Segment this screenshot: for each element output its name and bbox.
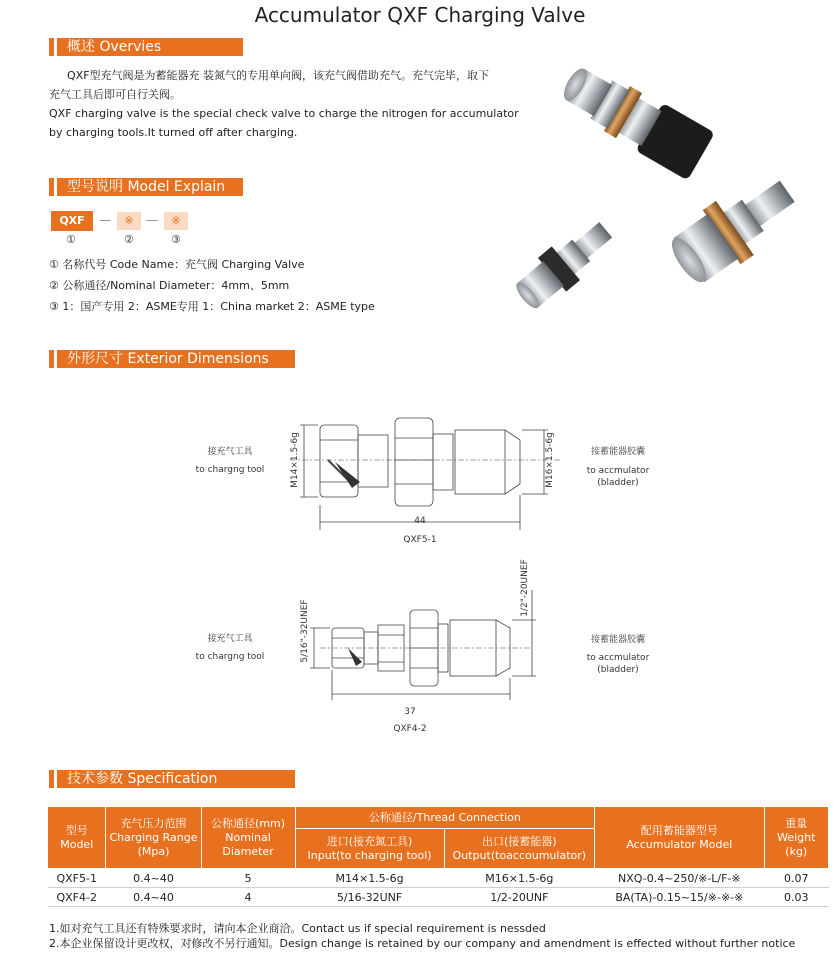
cell-accumulator: BA(TA)-0.15~15/※-※-※: [595, 888, 764, 907]
page-title: Accumulator QXF Charging Valve: [254, 3, 586, 27]
d1-length: 44: [414, 516, 426, 526]
d2-right-en2: (bladder): [597, 665, 639, 675]
dimensions-heading-label: 外形尺寸 Exterior Dimensions: [57, 350, 295, 368]
th-range: 充气压力范围 Charging Range (Mpa): [106, 807, 201, 869]
model-line-2: ② 公称通径/Nominal Diameter：4mm、5mm: [49, 279, 290, 292]
d2-model: QXF4-2: [393, 724, 427, 734]
th-output: 出口(接蓄能器) Output(toaccoumulator): [444, 829, 595, 869]
th-accumulator: 配用蓄能器型号 Accumulator Model: [595, 807, 764, 869]
cell-input: M14×1.5-6g: [295, 869, 444, 888]
spec-table: [47, 806, 829, 907]
model-dash-1: —: [99, 213, 111, 227]
cell-model: QXF4-2: [48, 888, 106, 907]
d2-right-cn: 接蓄能器胶囊: [590, 635, 645, 645]
th-thread: 公称通径/Thread Connection: [295, 807, 595, 829]
d1-right-en2: (bladder): [597, 478, 639, 488]
qxf5-1-drawing: [290, 410, 570, 540]
d2-thread-left: 5/16"-32UNEF: [300, 599, 310, 663]
model-heading: [49, 178, 243, 196]
spec-heading: [49, 770, 295, 788]
cell-output: 1/2-20UNF: [444, 888, 595, 907]
note-2: 2.本企业保留设计更改权，对修改不另行通知。Design change is retained by our company and amendment is effected without further notice: [49, 937, 796, 950]
product-photos: [500, 60, 820, 320]
cell-input: 5/16-32UNF: [295, 888, 444, 907]
d2-left-cn: 接充气工具: [207, 634, 253, 644]
d2-length: 37: [404, 707, 416, 717]
dimensions-heading: [49, 350, 295, 368]
overview-en-line1: QXF charging valve is the special check valve to charge the nitrogen for accumulator: [49, 107, 519, 120]
d1-right-en1: to accmulator: [586, 466, 650, 476]
th-weight: 重量 Weight (kg): [764, 807, 829, 869]
d2-thread-right: 1/2"-20UNEF: [520, 559, 530, 617]
overview-heading-label: 概述 Overvies: [57, 38, 243, 56]
cell-model: QXF5-1: [48, 869, 106, 888]
model-dash-2: —: [146, 213, 158, 227]
d1-thread-right: M16×1.5-6g: [545, 432, 555, 488]
model-x-box-2: ※: [164, 212, 188, 230]
d1-model: QXF5-1: [403, 535, 437, 545]
qxf4-2-drawing: [300, 590, 550, 720]
spec-heading-label: 技术参数 Specification: [57, 770, 295, 788]
model-code-box: QXF: [51, 211, 93, 231]
cell-range: 0.4~40: [106, 888, 201, 907]
d1-left-en: to chargng tool: [195, 465, 265, 475]
spec-table-wrap: [47, 806, 829, 907]
overview-cn-line2: 充气工具后即可自行关阀。: [49, 88, 181, 101]
model-heading-label: 型号说明 Model Explain: [57, 178, 243, 196]
d1-thread-left: M14×1.5-6g: [290, 432, 300, 488]
th-input: 进口(接充氮工具) Input(to charging tool): [295, 829, 444, 869]
d2-right-en1: to accmulator: [586, 653, 650, 663]
model-num-1: ①: [66, 233, 76, 246]
table-row: [48, 869, 829, 888]
cell-nominal: 4: [201, 888, 295, 907]
valve-photo-3: [662, 164, 806, 293]
model-x-box-1: ※: [117, 212, 141, 230]
d1-left-cn: 接充气工具: [207, 447, 253, 457]
cell-accumulator: NXQ-0.4~250/※-L/F-※: [595, 869, 764, 888]
model-num-3: ③: [171, 233, 181, 246]
cell-weight: 0.07: [764, 869, 829, 888]
model-line-1: ① 名称代号 Code Name：充气阀 Charging Valve: [49, 258, 305, 271]
note-1: 1.如对充气工具还有特殊要求时，请向本企业商洽。Contact us if special requirement is nessded: [49, 922, 546, 935]
overview-heading: [49, 38, 243, 56]
th-nominal: 公称通径(mm) Nominal Diameter: [201, 807, 295, 869]
table-row: [48, 888, 829, 907]
valve-photo-2: [509, 213, 620, 316]
valve-photo-1: [555, 60, 715, 180]
cell-output: M16×1.5-6g: [444, 869, 595, 888]
cell-nominal: 5: [201, 869, 295, 888]
cell-range: 0.4~40: [106, 869, 201, 888]
model-num-2: ②: [124, 233, 134, 246]
d2-left-en: to chargng tool: [195, 652, 265, 662]
cell-weight: 0.03: [764, 888, 829, 907]
d1-right-cn: 接蓄能器胶囊: [590, 447, 645, 457]
overview-en-line2: by charging tools.It turned off after charging.: [49, 126, 298, 139]
model-line-3: ③ 1：国产专用 2：ASME专用 1：China market 2：ASME type: [49, 300, 375, 313]
overview-cn-line1: QXF型充气阀是为蓄能器充 装氮气的专用单向阀，该充气阀借助充气。充气完毕，取下: [67, 69, 490, 82]
th-model: 型号 Model: [48, 807, 106, 869]
